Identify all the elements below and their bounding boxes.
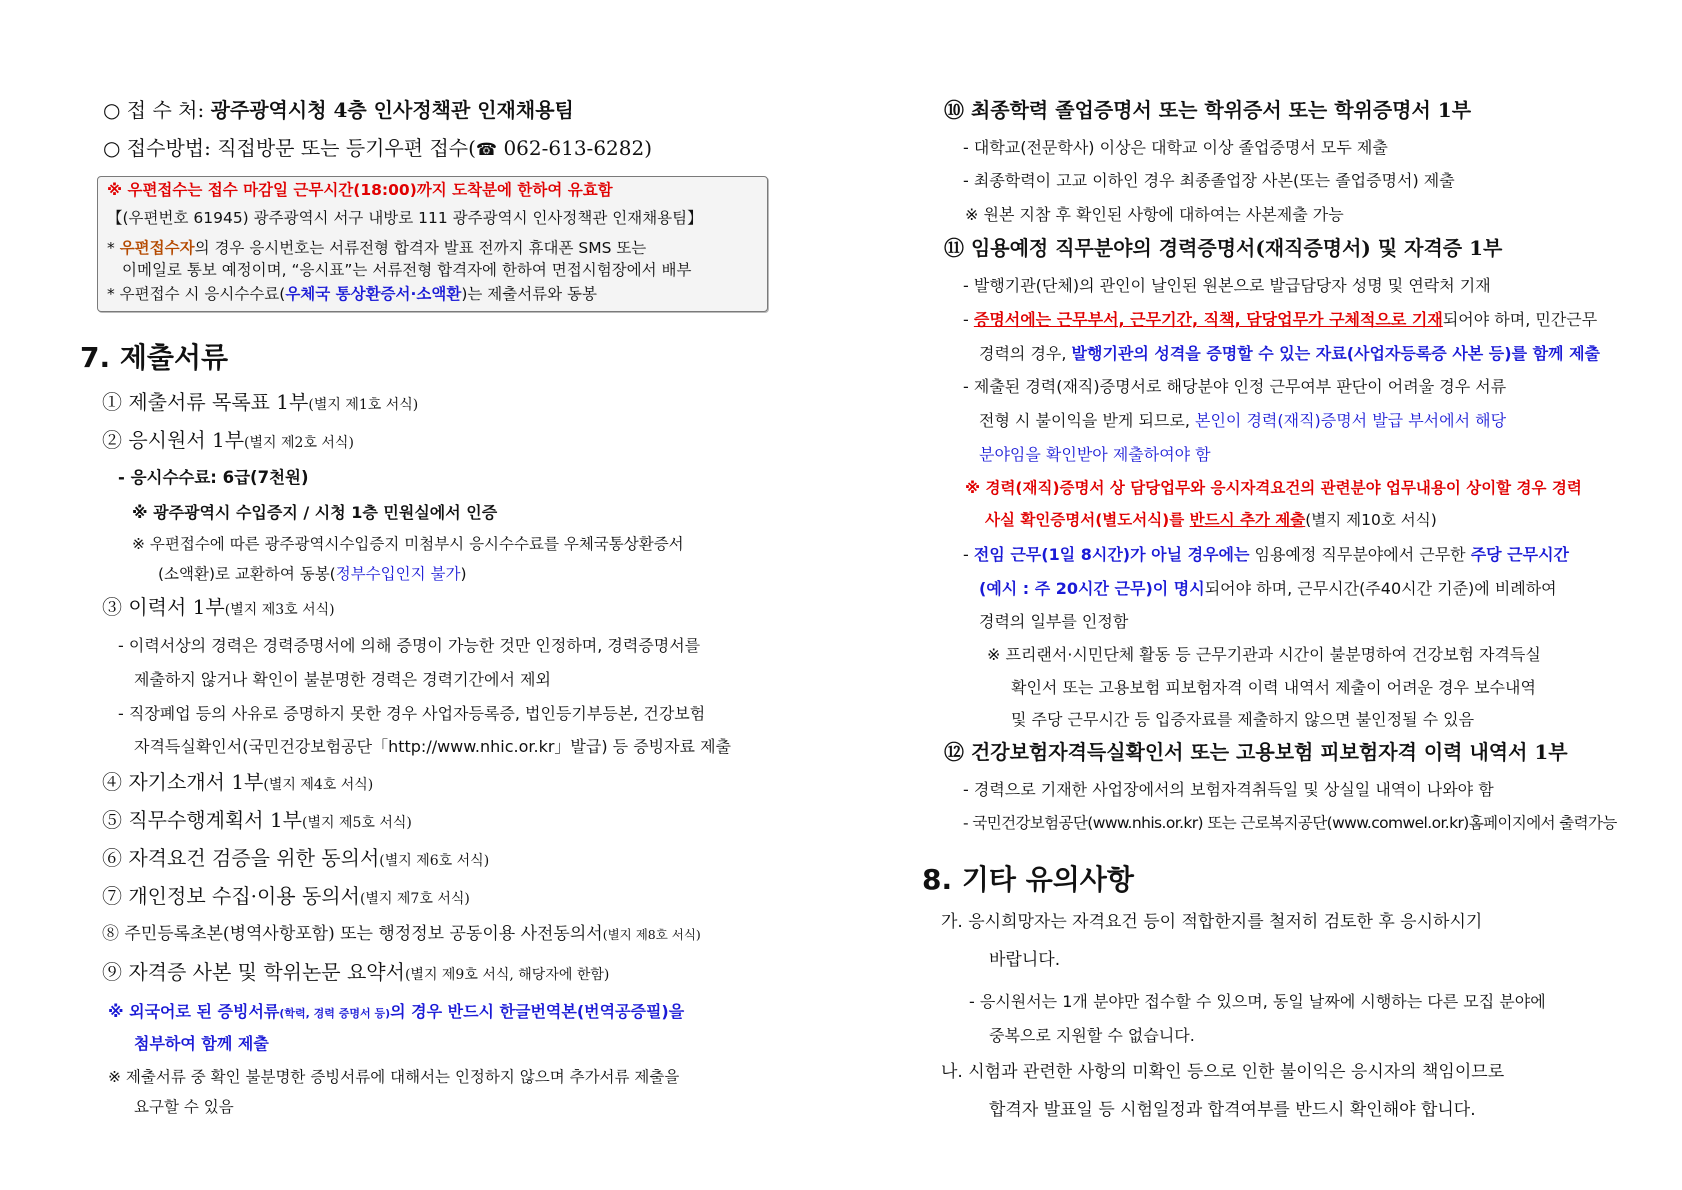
reception-method-value: 직접방문 또는 등기우편 접수( — [217, 136, 476, 160]
section7-item-4: ④ 자기소개서 1부(별지 제4호 서식) — [102, 770, 374, 794]
item12-detail-1: - 경력으로 기재한 사업장에서의 보험자격취득일 및 상실일 내역이 나와야 함 — [963, 780, 1494, 799]
section7-item-2: ② 응시원서 1부(별지 제2호 서식) — [102, 428, 354, 452]
item11-detail-9: - 전임 근무(1일 8시간)가 아닐 경우에는 임용예정 직무분야에서 근무한 주당 근무시간 — [963, 545, 1570, 564]
notice-box — [97, 176, 768, 312]
section7-item-1: ① 제출서류 목록표 1부(별지 제1호 서식) — [102, 390, 419, 414]
reception-place-label: ○ 접 수 처: — [103, 98, 205, 122]
section7-item-11: ⑪ 임용예정 직무분야의 경력증명서(재직증명서) 및 자격증 1부 — [944, 236, 1503, 260]
item10-detail-3: ※ 원본 지참 후 확인된 사항에 대하여는 사본제출 가능 — [965, 205, 1344, 224]
fee-note-2: ※ 우편접수에 따른 광주광역시수입증지 미첨부시 응시수수료를 우체국통상환증서 — [132, 535, 684, 553]
item11-detail-1: - 발행기관(단체)의 관인이 날인된 원본으로 발급담당자 성명 및 연락처 기재 — [963, 276, 1491, 295]
notice-line-2: 【(우편번호 61945) 광주광역시 서구 내방로 111 광주광역시 인사정책관 인재채용팀】 — [107, 209, 703, 227]
item12-detail-2: - 국민건강보험공단(www.nhis.or.kr) 또는 근로복지공단(www.comwel.or.kr)홈페이지에서 출력가능 — [963, 814, 1617, 832]
reception-place-line — [103, 98, 574, 123]
notice-line-3: * 우편접수자의 경우 응시번호는 서류전형 합격자 발표 전까지 휴대폰 SMS 또는 — [107, 239, 647, 257]
item10-detail-1: - 대학교(전문학사) 이상은 대학교 이상 졸업증명서 모두 제출 — [963, 138, 1388, 157]
fee-note-1: ※ 광주광역시 수입증지 / 시청 1층 민원실에서 인증 — [132, 503, 498, 522]
unclear-docs-note-1: ※ 제출서류 중 확인 불분명한 증빙서류에 대해서는 인정하지 않으며 추가서류 제출을 — [108, 1068, 680, 1086]
section7-item-6: ⑥ 자격요건 검증을 위한 동의서(별지 제6호 서식) — [102, 846, 490, 870]
notice-highlight-money-order: 우체국 통상환증서·소액환 — [285, 285, 462, 303]
notice-line-1: ※ 우편접수는 접수 마감일 근무시간(18:00)까지 도착분에 한하여 유효함 — [107, 181, 613, 199]
application-fee: - 응시수수료: 6급(7천원) — [118, 468, 309, 487]
note-ga-line-2: 바랍니다. — [989, 950, 1061, 970]
phone-icon: ☎ — [475, 140, 498, 160]
item11-detail-14: 및 주당 근무시간 등 입증자료를 제출하지 않으면 불인정될 수 있음 — [1011, 710, 1475, 729]
section7-title: 7. 제출서류 — [80, 341, 229, 374]
foreign-docs-note-2: 첨부하여 함께 제출 — [134, 1034, 269, 1053]
section7-item-7: ⑦ 개인정보 수집·이용 동의서(별지 제7호 서식) — [102, 884, 470, 908]
fee-note-3: (소액환)로 교환하여 동봉(정부수입인지 불가) — [158, 565, 467, 583]
item11-detail-10: (예시 : 주 20시간 근무)이 명시되어야 하며, 근무시간(주40시간 기준)에 비례하여 — [979, 579, 1557, 598]
note-na-line-2: 합격자 발표일 등 시험일정과 합격여부를 반드시 확인해야 합니다. — [989, 1100, 1476, 1120]
resume-detail-2: 제출하지 않거나 확인이 불분명한 경력은 경력기간에서 제외 — [134, 670, 551, 689]
section7-item-12: ⑫ 건강보험자격득실확인서 또는 고용보험 피보험자격 이력 내역서 1부 — [944, 740, 1568, 764]
section7-item-5: ⑤ 직무수행계획서 1부(별지 제5호 서식) — [102, 808, 412, 832]
notice-line-5: * 우편접수 시 응시수수료(우체국 통상환증서·소액환)는 제출서류와 동봉 — [107, 285, 597, 303]
reception-method-line — [103, 136, 652, 161]
section7-item-9: ⑨ 자격증 사본 및 학위논문 요약서(별지 제9호 서식, 해당자에 한함) — [102, 960, 610, 984]
notice-highlight-postal: 우편접수자 — [119, 239, 195, 257]
note-ga-line-1: 가. 응시희망자는 자격요건 등이 적합한지를 철저히 검토한 후 응시하시기 — [941, 912, 1483, 932]
item11-detail-7: ※ 경력(재직)증명서 상 담당업무와 응시자격요건의 관련분야 업무내용이 상이할 경우 경력 — [965, 479, 1582, 497]
resume-detail-4: 자격득실확인서(국민건강보험공단「http://www.nhic.or.kr」발급) 등 증빙자료 제출 — [134, 737, 732, 756]
section7-item-8: ⑧ 주민등록초본(병역사항포함) 또는 행정정보 공동이용 사전동의서(별지 제8호 서식) — [102, 924, 701, 944]
item11-detail-2: - 증명서에는 근무부서, 근무기간, 직책, 담당업무가 구체적으로 기재되어야 하며, 민간근무 — [963, 310, 1598, 329]
notice-line-4: 이메일로 통보 예정이며, “응시표”는 서류전형 합격자에 한하여 면접시험장에서 배부 — [122, 261, 692, 279]
item11-detail-4: - 제출된 경력(재직)증명서로 해당분야 인정 근무여부 판단이 어려울 경우 서류 — [963, 377, 1507, 396]
note-na-line-1: 나. 시험과 관련한 사항의 미확인 등으로 인한 불이익은 응시자의 책임이므로 — [941, 1062, 1505, 1082]
reception-method-label: ○ 접수방법: — [103, 136, 211, 160]
section7-item-10: ⑩ 최종학력 졸업증명서 또는 학위증서 또는 학위증명서 1부 — [944, 98, 1472, 122]
item11-detail-3: 경력의 경우, 발행기관의 성격을 증명할 수 있는 자료(사업자등록증 사본 등)를 함께 제출 — [979, 344, 1600, 363]
section7-item-3: ③ 이력서 1부(별지 제3호 서식) — [102, 595, 335, 619]
note-ga-detail-2: 중복으로 지원할 수 없습니다. — [989, 1026, 1195, 1045]
section8-title: 8. 기타 유의사항 — [922, 863, 1134, 896]
resume-detail-1: - 이력서상의 경력은 경력증명서에 의해 증명이 가능한 것만 인정하며, 경력증명서를 — [118, 636, 701, 655]
unclear-docs-note-2: 요구할 수 있음 — [134, 1098, 234, 1116]
note-ga-detail-1: - 응시원서는 1개 분야만 접수할 수 있으며, 동일 날짜에 시행하는 다른 모집 분야에 — [969, 992, 1546, 1011]
item11-detail-5: 전형 시 불이익을 받게 되므로, 본인이 경력(재직)증명서 발급 부서에서 해당 — [979, 411, 1507, 430]
item11-detail-6: 분야임을 확인받아 제출하여야 함 — [979, 445, 1211, 464]
item11-detail-11: 경력의 일부를 인정함 — [979, 612, 1129, 631]
foreign-docs-note-1: ※ 외국어로 된 증빙서류(학력, 경력 증명서 등)의 경우 반드시 한글번역본(번역공증필)을 — [108, 1002, 685, 1021]
reception-place-value: 광주광역시청 4층 인사정책관 인재채용팀 — [210, 98, 574, 122]
resume-detail-3: - 직장폐업 등의 사유로 증명하지 못한 경우 사업자등록증, 법인등기부등본, 건강보험 — [118, 704, 706, 723]
item11-detail-12: ※ 프리랜서·시민단체 활동 등 근무기관과 시간이 불분명하여 건강보험 자격득실 — [987, 645, 1541, 664]
item10-detail-2: - 최종학력이 고교 이하인 경우 최종졸업장 사본(또는 졸업증명서) 제출 — [963, 171, 1455, 190]
item11-detail-8: 사실 확인증명서(별도서식)를 반드시 추가 제출(별지 제10호 서식) — [985, 511, 1437, 529]
reception-phone: 062-613-6282) — [503, 136, 653, 160]
item11-detail-13: 확인서 또는 고용보험 피보험자격 이력 내역서 제출이 어려운 경우 보수내역 — [1011, 678, 1536, 697]
